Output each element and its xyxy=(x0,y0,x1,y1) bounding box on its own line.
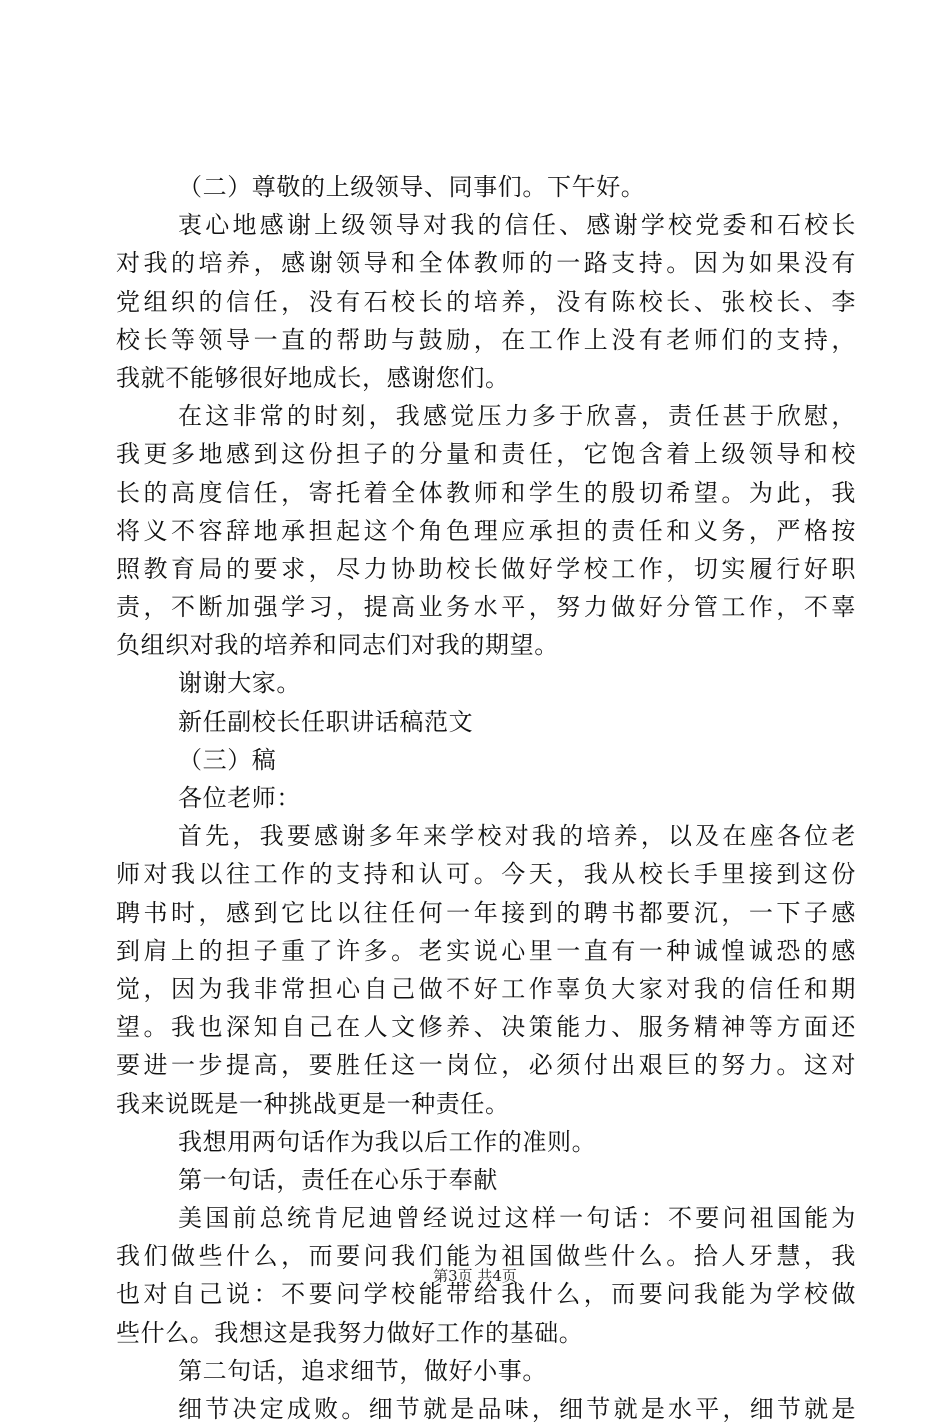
text-line: 细节决定成败。细节就是品味，细节就是水平，细节就是 xyxy=(178,1395,856,1423)
text-line: （三）稿 xyxy=(178,745,277,774)
text-line: 也对自己说：不要问学校能带给我什么，而要问我能为学校做 xyxy=(116,1280,856,1309)
text-line: 我们做些什么，而要问我们能为祖国做些什么。拾人牙慧，我 xyxy=(116,1242,856,1271)
text-line: 聘书时，感到它比以往任何一年接到的聘书都要沉，一下子感 xyxy=(116,898,856,927)
text-line: 党组织的信任，没有石校长的培养，没有陈校长、张校长、李 xyxy=(116,287,856,316)
text-line: 美国前总统肯尼迪曾经说过这样一句话：不要问祖国能为 xyxy=(178,1204,856,1233)
text-line: 对我的培养，感谢领导和全体教师的一路支持。因为如果没有 xyxy=(116,249,856,278)
text-line: 谢谢大家。 xyxy=(178,669,301,698)
text-line: 责，不断加强学习，提高业务水平，努力做好分管工作，不辜 xyxy=(116,593,856,622)
text-line: 我来说既是一种挑战更是一种责任。 xyxy=(116,1089,510,1118)
text-line: 觉，因为我非常担心自己做不好工作辜负大家对我的信任和期 xyxy=(116,974,856,1003)
text-line: 我更多地感到这份担子的分量和责任，它饱含着上级领导和校 xyxy=(116,440,856,469)
document-body xyxy=(116,168,856,1428)
text-line: 我想用两句话作为我以后工作的准则。 xyxy=(178,1127,597,1156)
text-line: 长的高度信任，寄托着全体教师和学生的殷切希望。为此，我 xyxy=(116,478,856,507)
text-line: （二）尊敬的上级领导、同事们。下午好。 xyxy=(178,173,646,201)
text-line: 照教育局的要求，尽力协助校长做好学校工作，切实履行好职 xyxy=(116,554,856,583)
text-line: 到肩上的担子重了许多。老实说心里一直有一种诚惶诚恐的感 xyxy=(116,936,856,965)
text-line: 第一句话，责任在心乐于奉献 xyxy=(178,1165,498,1194)
page-footer: 第3页 共4页 xyxy=(433,1267,517,1285)
text-line: 新任副校长任职讲话稿范文 xyxy=(178,707,474,736)
text-line: 望。我也深知自己在人文修养、决策能力、服务精神等方面还 xyxy=(116,1013,856,1042)
text-line: 校长等领导一直的帮助与鼓励，在工作上没有老师们的支持， xyxy=(116,325,856,354)
text-line: 我就不能够很好地成长，感谢您们。 xyxy=(116,363,510,392)
text-line: 负组织对我的培养和同志们对我的期望。 xyxy=(116,631,559,660)
text-line: 第二句话，追求细节，做好小事。 xyxy=(178,1356,547,1385)
text-line: 在这非常的时刻，我感觉压力多于欣喜，责任甚于欣慰， xyxy=(178,402,856,431)
text-line: 首先，我要感谢多年来学校对我的培养，以及在座各位老 xyxy=(178,822,856,851)
text-line: 要进一步提高，要胜任这一岗位，必须付出艰巨的努力。这对 xyxy=(116,1051,856,1080)
text-line: 些什么。我想这是我努力做好工作的基础。 xyxy=(116,1318,584,1347)
text-line: 师对我以往工作的支持和认可。今天，我从校长手里接到这份 xyxy=(116,860,856,889)
text-line: 衷心地感谢上级领导对我的信任、感谢学校党委和石校长 xyxy=(178,211,856,240)
text-line: 将义不容辞地承担起这个角色理应承担的责任和义务，严格按 xyxy=(116,516,856,545)
text-line: 各位老师： xyxy=(178,784,301,812)
